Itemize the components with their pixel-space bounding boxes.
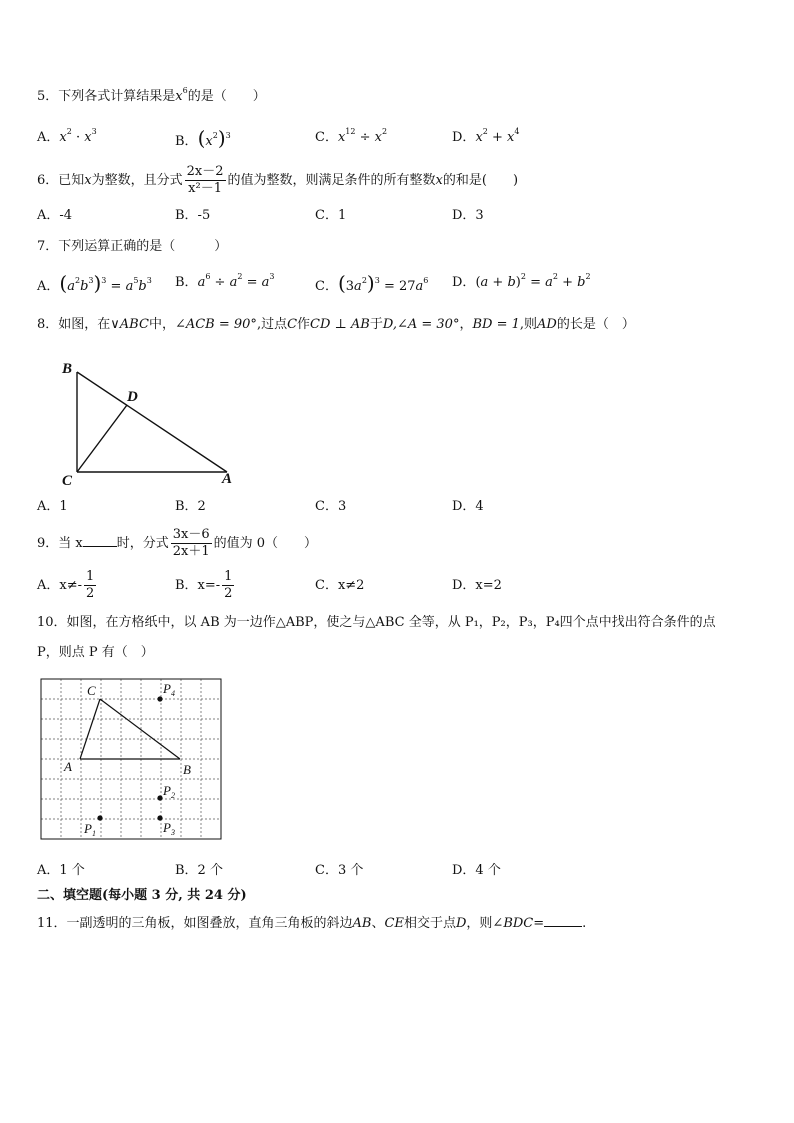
q9-option-a[interactable]: A．x≠- $\frac{1}{2}$ [37,569,95,601]
q10-point-p4 [157,696,162,701]
q11-stem: 11．一副透明的三角板，如图叠放，直角三角板的斜边AB、CE相交于点D，则∠BDC= . [37,916,587,931]
q10-grid-figure [40,678,222,840]
section-fill-in-heading: 二、填空题(每小题 3 分, 共 24 分) [37,888,247,903]
q10-point-p1 [97,815,102,820]
q6-option-b[interactable]: B．-5 [175,208,211,223]
q10-side-cb [100,699,180,759]
q7-option-c[interactable]: C．$(3a^2)^3 = 27a^6$ [315,271,429,295]
q10-label-c: C [87,683,96,698]
q10-label-p4: $P_4$ [163,681,175,698]
q6-option-d[interactable]: D．3 [452,208,484,223]
q9-stem: 9．当 x 时，分式 $\frac{3x-6}{2x+1}$ 的值为 0（ ） [37,527,318,559]
q6-stem: 6．已知x为整数，且分式 $\frac{2x-2}{\text{x²－1}}$ 的值为整数，则满足条件的所有整数x的和是( ) [37,164,519,196]
q7-option-d[interactable]: D．$(a + b)^2 = a^2 + b^2$ [452,272,591,290]
q10-point-p2 [157,795,162,800]
q8-stem: 8．如图，在∨ABC中，∠ACB = 90°,过点C作CD ⊥ AB于D,∠A = 30°，BD = 1,则AD的长是（ ） [37,317,635,332]
q5-option-b[interactable]: B．$(x^2)^3$ [175,126,231,150]
q9-option-d[interactable]: D．x=2 [452,578,502,593]
q10-option-b[interactable]: B．2 个 [175,863,223,878]
q6-fraction: $\frac{2x-2}{\text{x²－1}}$ [186,164,224,196]
q10-stem-line2: P，则点 P 有（ ） [37,645,154,660]
q5-option-a[interactable]: A．$x^2 \cdot x^3$ [37,127,97,145]
q8-option-a[interactable]: A．1 [37,499,68,514]
q5-option-d[interactable]: D．$x^2 + x^4$ [452,127,520,145]
q9-option-b[interactable]: B．x=- $\frac{1}{2}$ [175,569,233,601]
q10-label-b: B [183,762,191,777]
q8-label-d: D [127,389,138,405]
q8-option-b[interactable]: B．2 [175,499,206,514]
q10-option-c[interactable]: C．3 个 [315,863,364,878]
q10-option-d[interactable]: D．4 个 [452,863,501,878]
q5-stem: 5．下列各式计算结果是$x^6$的是（ ） [37,86,266,104]
q8-label-c: C [62,473,73,489]
q7-stem: 7．下列运算正确的是（ ） [37,239,228,254]
q8-label-a: A [222,471,233,487]
q9-fraction: $\frac{3x-6}{2x+1}$ [172,527,210,559]
q8-label-b: B [62,361,73,377]
q8-option-d[interactable]: D．4 [452,499,484,514]
q11-answer-blank[interactable] [544,914,582,927]
q10-point-p3 [157,815,162,820]
q10-side-ac [80,699,100,759]
q5-option-c[interactable]: C．$x^{12} \div x^2$ [315,127,388,145]
q10-label-a: A [64,759,72,774]
q10-stem-line1: 10．如图，在方格纸中，以 AB 为一边作△ABP，使之与△ABC 全等，从 P₁，P₂，P₃，P₄四个点中找出符合条件的点 [37,615,716,630]
q9-answer-blank[interactable] [83,534,117,547]
q10-option-a[interactable]: A．1 个 [37,863,85,878]
q9-option-c[interactable]: C．x≠2 [315,578,365,593]
q8-segment-cd [77,405,127,472]
q7-option-a[interactable]: A．$(a^2b^3)^3 = a^5b^3$ [37,271,152,295]
q10-label-p2: $P_2$ [163,783,175,800]
q10-label-p1: $P_1$ [84,821,96,838]
q8-side-ab [77,372,227,472]
q10-label-p3: $P_3$ [163,820,175,837]
q8-triangle-figure [55,355,245,490]
q7-option-b[interactable]: B．$a^6 \div a^2 = a^3$ [175,272,275,290]
q6-option-c[interactable]: C．1 [315,208,347,223]
q6-option-a[interactable]: A．-4 [37,208,73,223]
q8-option-c[interactable]: C．3 [315,499,347,514]
